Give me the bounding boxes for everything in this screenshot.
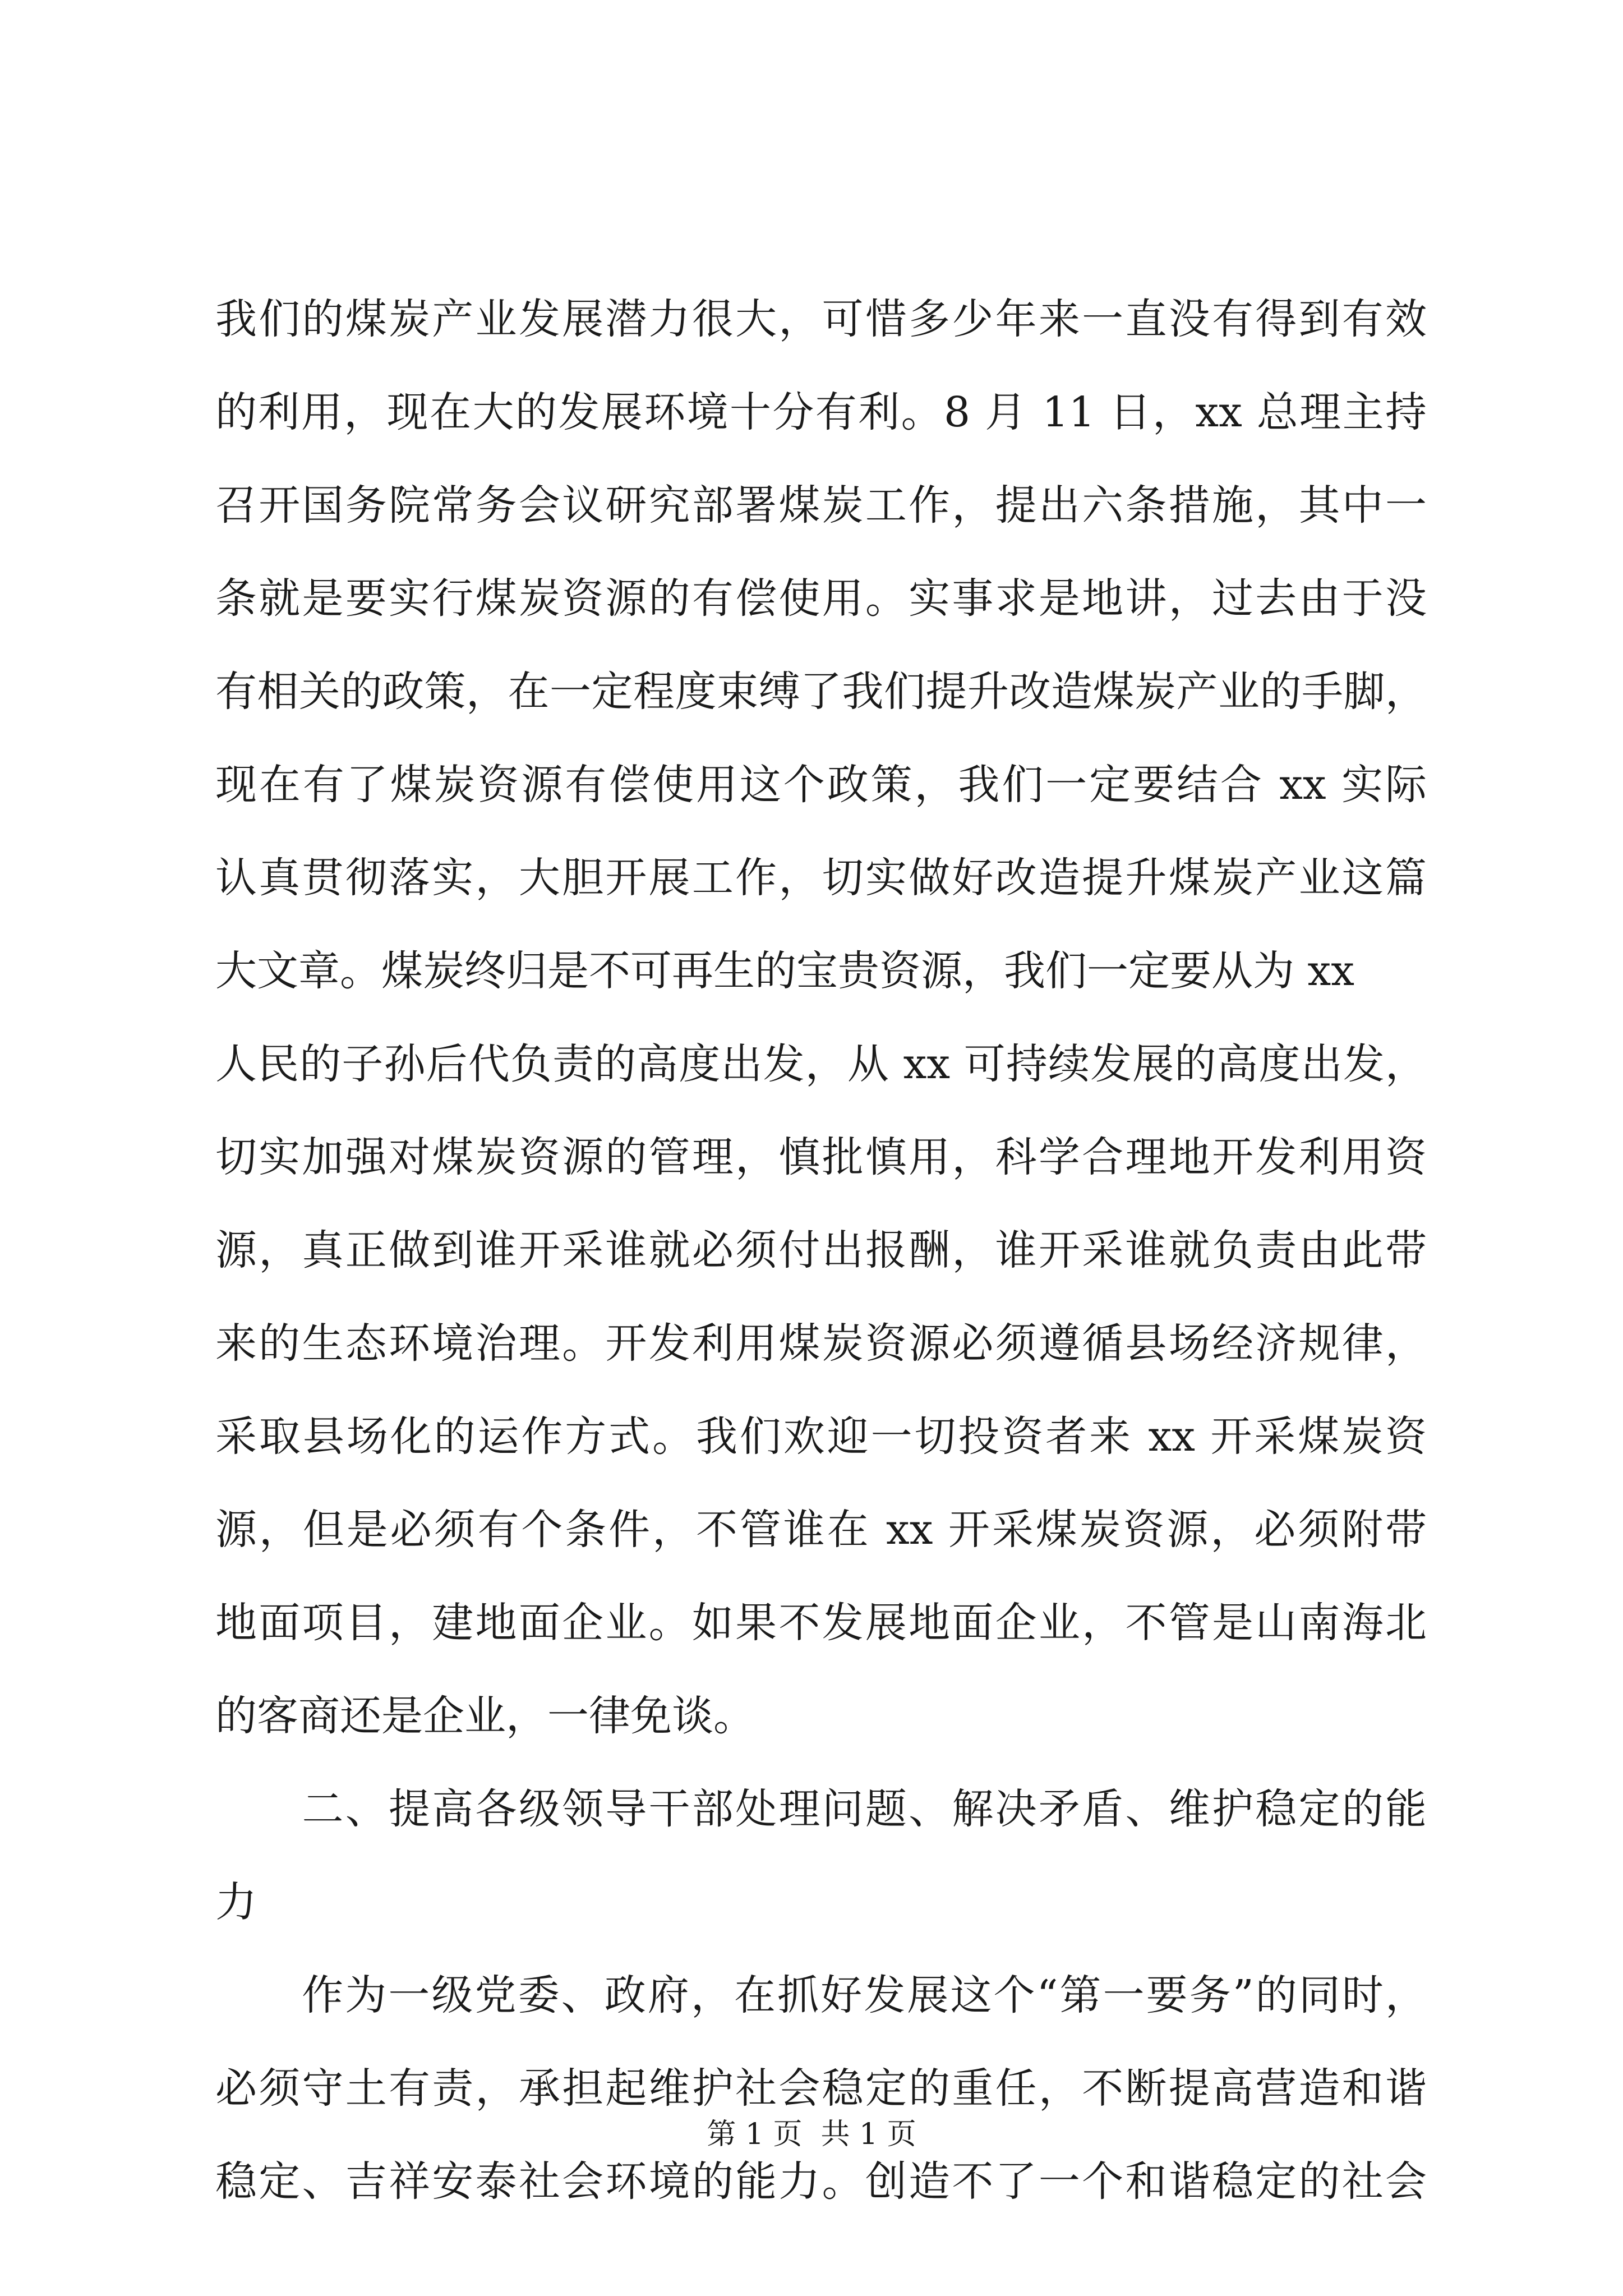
text-line: 大文章。煤炭终归是不可再生的宝贵资源，我们一定要从为 xx: [215, 947, 1354, 995]
text-line: 作为一级党委、政府，在抓好发展这个“第一要务”的同时，: [215, 1971, 1427, 2019]
text-line: 召开国务院常务会议研究部署煤炭工作，提出六条措施，其中一: [215, 481, 1427, 530]
text-line: 条就是要实行煤炭资源的有偿使用。实事求是地讲，过去由于没: [215, 574, 1427, 623]
text-line: 的利用，现在大的发展环境十分有利。8 月 11 日，xx 总理主持: [215, 388, 1427, 436]
text-line: 人民的子孙后代负责的高度出发，从 xx 可持续发展的高度出发，: [215, 1040, 1427, 1088]
text-line: 地面项目，建地面企业。如果不发展地面企业，不管是山南海北: [215, 1599, 1427, 1647]
text-line: 的客商还是企业，一律免谈。: [215, 1692, 755, 1740]
text-line: 现在有了煤炭资源有偿使用这个政策，我们一定要结合 xx 实际: [215, 761, 1427, 809]
text-line: 有相关的政策，在一定程度束缚了我们提升改造煤炭产业的手脚，: [215, 668, 1427, 716]
text-line: 来的生态环境治理。开发利用煤炭资源必须遵循县场经济规律，: [215, 1319, 1427, 1368]
document-body: [215, 273, 1427, 2228]
text-line: 必须守土有责，承担起维护社会稳定的重任，不断提高营造和谐: [215, 2064, 1427, 2113]
text-line: 稳定、吉祥安泰社会环境的能力。创造不了一个和谐稳定的社会: [215, 2157, 1427, 2206]
page-footer: 第 1 页 共 1 页: [707, 2118, 916, 2151]
text-line: 切实加强对煤炭资源的管理，慎批慎用，科学合理地开发利用资: [215, 1133, 1427, 1181]
section-heading-line: 二、提高各级领导干部处理问题、解决矛盾、维护稳定的能: [215, 1785, 1427, 1833]
text-line: 采取县场化的运作方式。我们欢迎一切投资者来 xx 开采煤炭资: [215, 1412, 1427, 1461]
text-line: 源，但是必须有个条件，不管谁在 xx 开采煤炭资源，必须附带: [215, 1506, 1427, 1554]
section-heading-line: 力: [215, 1878, 257, 1926]
text-line: 我们的煤炭产业发展潜力很大，可惜多少年来一直没有得到有效: [215, 295, 1427, 343]
text-line: 源，真正做到谁开采谁就必须付出报酬，谁开采谁就负责由此带: [215, 1226, 1427, 1274]
text-line: 认真贯彻落实，大胆开展工作，切实做好改造提升煤炭产业这篇: [215, 854, 1427, 902]
